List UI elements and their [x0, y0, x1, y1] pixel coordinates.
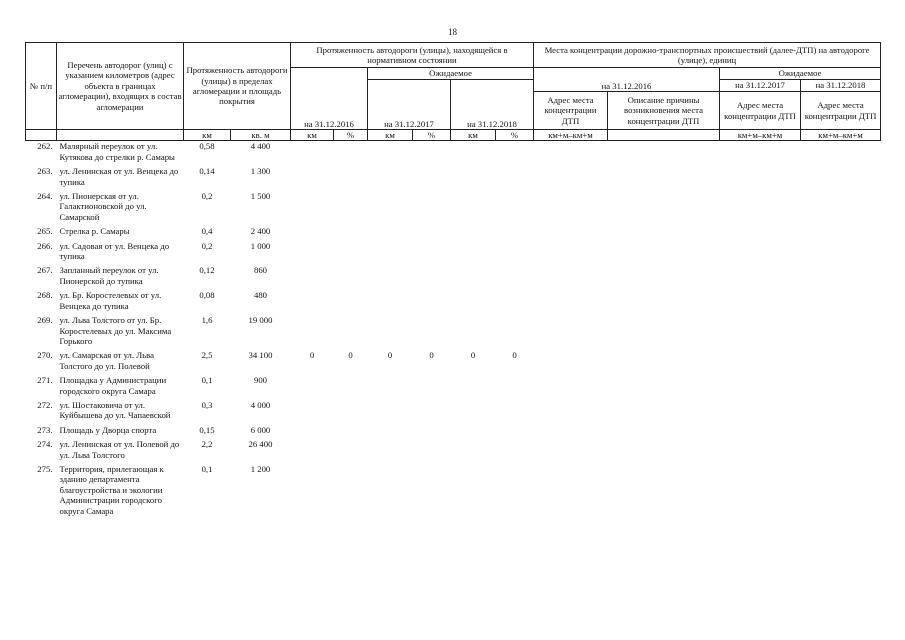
header-dtp-address-2018: Адрес места концентрации ДТП — [801, 92, 881, 130]
dtp-value — [720, 464, 801, 520]
normative-value — [413, 265, 451, 290]
header-dtp-places: Места концентрации дорожно-транспортных происшествий (далее-ДТП) на автодороге (улице), единиц — [534, 43, 881, 68]
normative-value — [368, 191, 413, 226]
normative-value — [413, 166, 451, 191]
dtp-value — [534, 265, 608, 290]
road-length-km: 0,58 — [199, 141, 215, 152]
road-name: ул. Самарская от ул. Льва Толстого до ул. Полевой — [59, 350, 154, 371]
dtp-value — [534, 226, 608, 240]
header-dtp-address-2016: Адрес места концентрации ДТП — [534, 92, 608, 130]
normative-value — [368, 425, 413, 439]
normative-value — [451, 375, 496, 400]
dtp-value — [608, 166, 720, 191]
dtp-value — [534, 400, 608, 425]
row-number: 275. — [37, 463, 53, 474]
road-name: Площадь у Дворца спорта — [59, 424, 157, 435]
normative-value — [368, 464, 413, 520]
road-name: ул. Пионерская от ул. Галактионовской до ул. Самарской — [59, 191, 147, 222]
header-dtp-address-2017: Адрес места концентрации ДТП — [720, 92, 801, 130]
normative-value — [291, 439, 334, 464]
road-length-km: 2,2 — [201, 439, 213, 450]
dtp-value — [608, 265, 720, 290]
normative-value — [334, 191, 368, 226]
normative-value — [496, 290, 534, 315]
dtp-value — [720, 141, 801, 166]
row-number: 266. — [37, 240, 53, 251]
normative-value — [451, 439, 496, 464]
road-area-sqm: 1 000 — [250, 240, 271, 251]
normative-value — [368, 400, 413, 425]
road-name: Стрелка р. Самары — [59, 226, 130, 237]
normative-value — [451, 141, 496, 166]
row-number: 264. — [37, 191, 53, 202]
table-row — [26, 166, 881, 191]
normative-value — [496, 425, 534, 439]
table-row — [26, 290, 881, 315]
normative-value — [291, 425, 334, 439]
row-number: 268. — [37, 290, 53, 301]
dtp-value — [534, 141, 608, 166]
road-length-km: 0,1 — [201, 463, 213, 474]
normative-value — [413, 375, 451, 400]
road-area-sqm: 4 000 — [250, 399, 271, 410]
normative-value — [368, 226, 413, 240]
road-area-sqm: 2 400 — [250, 226, 271, 237]
header-normative-expected: Ожидаемое — [368, 68, 534, 80]
normative-value — [496, 166, 534, 191]
normative-value — [334, 166, 368, 191]
normative-value — [334, 141, 368, 166]
normative-value — [496, 265, 534, 290]
normative-value — [496, 400, 534, 425]
road-length-km: 0,14 — [199, 166, 215, 177]
dtp-value — [534, 375, 608, 400]
normative-value — [451, 290, 496, 315]
unit-pct: % — [413, 130, 451, 141]
road-area-sqm: 26 400 — [248, 439, 273, 450]
unit-kmm: км+м–км+м — [720, 130, 801, 141]
normative-value — [291, 464, 334, 520]
road-area-sqm: 6 000 — [250, 424, 271, 435]
normative-value — [413, 226, 451, 240]
normative-value — [291, 400, 334, 425]
road-name: ул. Ленинская от ул. Полевой до ул. Льва Толстого — [59, 439, 180, 460]
unit-km: км — [368, 130, 413, 141]
dtp-value — [534, 464, 608, 520]
normative-value — [496, 241, 534, 266]
normative-value — [291, 375, 334, 400]
unit-blank — [57, 130, 184, 141]
dtp-value — [608, 350, 720, 375]
normative-value — [291, 166, 334, 191]
table-row — [26, 315, 881, 350]
normative-value — [496, 315, 534, 350]
header-dtp-2016: на 31.12.2016 — [534, 68, 720, 92]
normative-value — [413, 464, 451, 520]
dtp-value — [720, 400, 801, 425]
dtp-value — [534, 350, 608, 375]
normative-value — [291, 265, 334, 290]
table-row — [26, 226, 881, 240]
dtp-value — [608, 375, 720, 400]
row-number: 271. — [37, 375, 53, 386]
road-area-sqm: 1 500 — [250, 191, 271, 202]
normative-value: 0 — [429, 350, 434, 361]
dtp-value — [608, 191, 720, 226]
table-row — [26, 141, 881, 166]
normative-value — [413, 439, 451, 464]
road-area-sqm: 860 — [253, 265, 268, 276]
dtp-value — [608, 241, 720, 266]
header-dtp-expected: Ожидаемое — [720, 68, 881, 80]
road-area-sqm: 4 400 — [250, 141, 271, 152]
table-row — [26, 464, 881, 520]
dtp-value — [720, 425, 801, 439]
normative-value — [451, 425, 496, 439]
road-length-km: 0,4 — [201, 226, 213, 237]
dtp-value — [720, 439, 801, 464]
normative-value — [368, 141, 413, 166]
normative-value — [451, 191, 496, 226]
dtp-value — [534, 290, 608, 315]
normative-value — [496, 464, 534, 520]
row-number: 273. — [37, 424, 53, 435]
table-body — [26, 141, 881, 520]
dtp-value — [608, 315, 720, 350]
dtp-value — [534, 241, 608, 266]
road-table-container — [25, 42, 880, 520]
normative-value — [451, 226, 496, 240]
normative-value — [334, 241, 368, 266]
normative-value — [368, 166, 413, 191]
normative-value — [496, 375, 534, 400]
normative-value — [496, 226, 534, 240]
normative-value — [334, 464, 368, 520]
road-name: Территория, прилегающая к зданию департамента благоустройства и экологии Администрации городского округа Самара — [59, 463, 164, 516]
normative-value — [451, 265, 496, 290]
road-area-sqm: 900 — [253, 375, 268, 386]
unit-km: км — [291, 130, 334, 141]
table-row — [26, 375, 881, 400]
table-row — [26, 191, 881, 226]
dtp-value — [608, 400, 720, 425]
dtp-value — [801, 166, 881, 191]
dtp-value — [720, 290, 801, 315]
unit-blank — [608, 130, 720, 141]
header-dtp-2018: на 31.12.2018 — [801, 80, 881, 92]
dtp-value — [608, 226, 720, 240]
row-number: 263. — [37, 166, 53, 177]
road-name: ул. Льва Толстого от ул. Бр. Коростелевых до ул. Максима Горького — [59, 315, 172, 346]
road-length-km: 0,3 — [201, 399, 213, 410]
normative-value — [413, 191, 451, 226]
dtp-value — [801, 191, 881, 226]
normative-value: 0 — [470, 350, 476, 361]
header-dtp-cause: Описание причины возникновения места концентрации ДТП — [608, 92, 720, 130]
normative-value — [451, 166, 496, 191]
road-length-km: 0,12 — [199, 265, 215, 276]
normative-value — [496, 191, 534, 226]
header-dtp-2017: на 31.12.2017 — [720, 80, 801, 92]
road-area-sqm: 480 — [253, 290, 268, 301]
table-row — [26, 350, 881, 375]
road-length-km: 0,2 — [201, 191, 213, 202]
dtp-value — [534, 166, 608, 191]
normative-value — [368, 375, 413, 400]
normative-value — [334, 439, 368, 464]
normative-value — [291, 241, 334, 266]
header-normative-2016: на 31.12.2016 — [291, 68, 368, 130]
road-length-km: 2,5 — [201, 350, 213, 361]
table-row — [26, 400, 881, 425]
dtp-value — [608, 439, 720, 464]
road-length-km: 0,1 — [201, 375, 213, 386]
dtp-value — [801, 400, 881, 425]
normative-value — [334, 425, 368, 439]
road-length-km: 0,08 — [199, 290, 215, 301]
normative-value — [334, 226, 368, 240]
normative-value — [368, 290, 413, 315]
header-road-list: Перечень автодорог (улиц) с указанием километров (адрес объекта в границах агломерации), входящих в состав агломерации — [57, 43, 184, 130]
normative-value: 0 — [387, 350, 393, 361]
dtp-value — [534, 439, 608, 464]
header-num: № п/п — [26, 43, 57, 130]
dtp-value — [608, 141, 720, 166]
dtp-value — [801, 265, 881, 290]
header-length-area: Протяженность автодороги (улицы) в пределах агломерации и площадь покрытия — [184, 43, 291, 130]
dtp-value — [534, 191, 608, 226]
unit-pct: % — [334, 130, 368, 141]
road-area-sqm: 1 200 — [250, 463, 271, 474]
normative-value — [496, 439, 534, 464]
dtp-value — [801, 425, 881, 439]
normative-value — [368, 439, 413, 464]
dtp-value — [720, 375, 801, 400]
normative-value — [413, 290, 451, 315]
dtp-value — [801, 226, 881, 240]
normative-value — [291, 191, 334, 226]
normative-value — [291, 226, 334, 240]
normative-value — [413, 400, 451, 425]
dtp-value — [720, 350, 801, 375]
road-name: ул. Бр. Коростелевых от ул. Венцека до тупика — [59, 290, 162, 311]
row-number: 265. — [37, 226, 53, 237]
dtp-value — [608, 290, 720, 315]
table-row — [26, 425, 881, 439]
dtp-value — [720, 166, 801, 191]
dtp-value — [534, 315, 608, 350]
road-area-sqm: 19 000 — [248, 315, 273, 326]
row-number: 272. — [37, 399, 53, 410]
road-name: ул. Ленинская от ул. Венцека до тупика — [59, 166, 179, 187]
road-area-sqm: 34 100 — [248, 350, 273, 361]
row-number: 269. — [37, 315, 53, 326]
normative-value — [291, 315, 334, 350]
header-normative-2018: на 31.12.2018 — [451, 80, 534, 130]
page-number: 18 — [448, 27, 457, 37]
road-area-sqm: 1 300 — [250, 166, 271, 177]
dtp-value — [720, 191, 801, 226]
road-name: ул. Шостаковича от ул. Куйбышева до ул. Чапаевской — [59, 399, 171, 421]
row-number: 267. — [37, 265, 53, 276]
road-length-km: 0,2 — [201, 240, 213, 251]
normative-value: 0 — [512, 350, 517, 361]
normative-value — [496, 141, 534, 166]
normative-value — [368, 315, 413, 350]
dtp-value — [608, 425, 720, 439]
dtp-value — [801, 375, 881, 400]
normative-value — [413, 241, 451, 266]
dtp-value — [534, 425, 608, 439]
table-row — [26, 439, 881, 464]
unit-sqm: кв. м — [231, 130, 291, 141]
dtp-value — [801, 439, 881, 464]
dtp-value — [801, 315, 881, 350]
dtp-value — [801, 241, 881, 266]
dtp-value — [720, 241, 801, 266]
table-row — [26, 241, 881, 266]
row-number: 274. — [37, 439, 53, 450]
road-name: Малярный переулок от ул. Кутякова до стрелки р. Самары — [59, 141, 175, 162]
dtp-value — [720, 226, 801, 240]
normative-value — [413, 425, 451, 439]
row-number: 270. — [37, 350, 53, 361]
normative-value — [334, 265, 368, 290]
row-number: 262. — [37, 141, 53, 152]
normative-value — [291, 141, 334, 166]
normative-value — [413, 141, 451, 166]
normative-value: 0 — [348, 350, 353, 361]
dtp-value — [801, 141, 881, 166]
dtp-value — [720, 265, 801, 290]
unit-km: км — [184, 130, 231, 141]
normative-value — [451, 400, 496, 425]
dtp-value — [801, 350, 881, 375]
normative-value — [451, 241, 496, 266]
table-row — [26, 265, 881, 290]
road-name: Запланный переулок от ул. Пионерской до тупика — [59, 265, 159, 286]
normative-value — [413, 315, 451, 350]
unit-kmm: км+м–км+м — [534, 130, 608, 141]
normative-value — [334, 290, 368, 315]
normative-value — [451, 464, 496, 520]
dtp-value — [801, 290, 881, 315]
normative-value — [291, 290, 334, 315]
normative-value — [368, 241, 413, 266]
unit-kmm: км+м–км+м — [801, 130, 881, 141]
road-length-km: 1,6 — [201, 315, 213, 326]
normative-value — [334, 400, 368, 425]
road-table — [25, 42, 881, 520]
unit-km: км — [451, 130, 496, 141]
normative-value: 0 — [309, 350, 315, 361]
normative-value — [451, 315, 496, 350]
road-name: Площадка у Администрации городского округа Самара — [59, 375, 167, 396]
unit-pct: % — [496, 130, 534, 141]
unit-blank — [26, 130, 57, 141]
road-name: ул. Садовая от ул. Венцека до тупика — [59, 240, 170, 262]
road-length-km: 0,15 — [199, 424, 215, 435]
normative-value — [334, 375, 368, 400]
dtp-value — [801, 464, 881, 520]
normative-value — [334, 315, 368, 350]
dtp-value — [608, 464, 720, 520]
normative-value — [368, 265, 413, 290]
dtp-value — [720, 315, 801, 350]
header-normative-state: Протяженность автодороги (улицы), находящейся в нормативном состоянии — [291, 43, 534, 68]
header-normative-2017: на 31.12.2017 — [368, 80, 451, 130]
